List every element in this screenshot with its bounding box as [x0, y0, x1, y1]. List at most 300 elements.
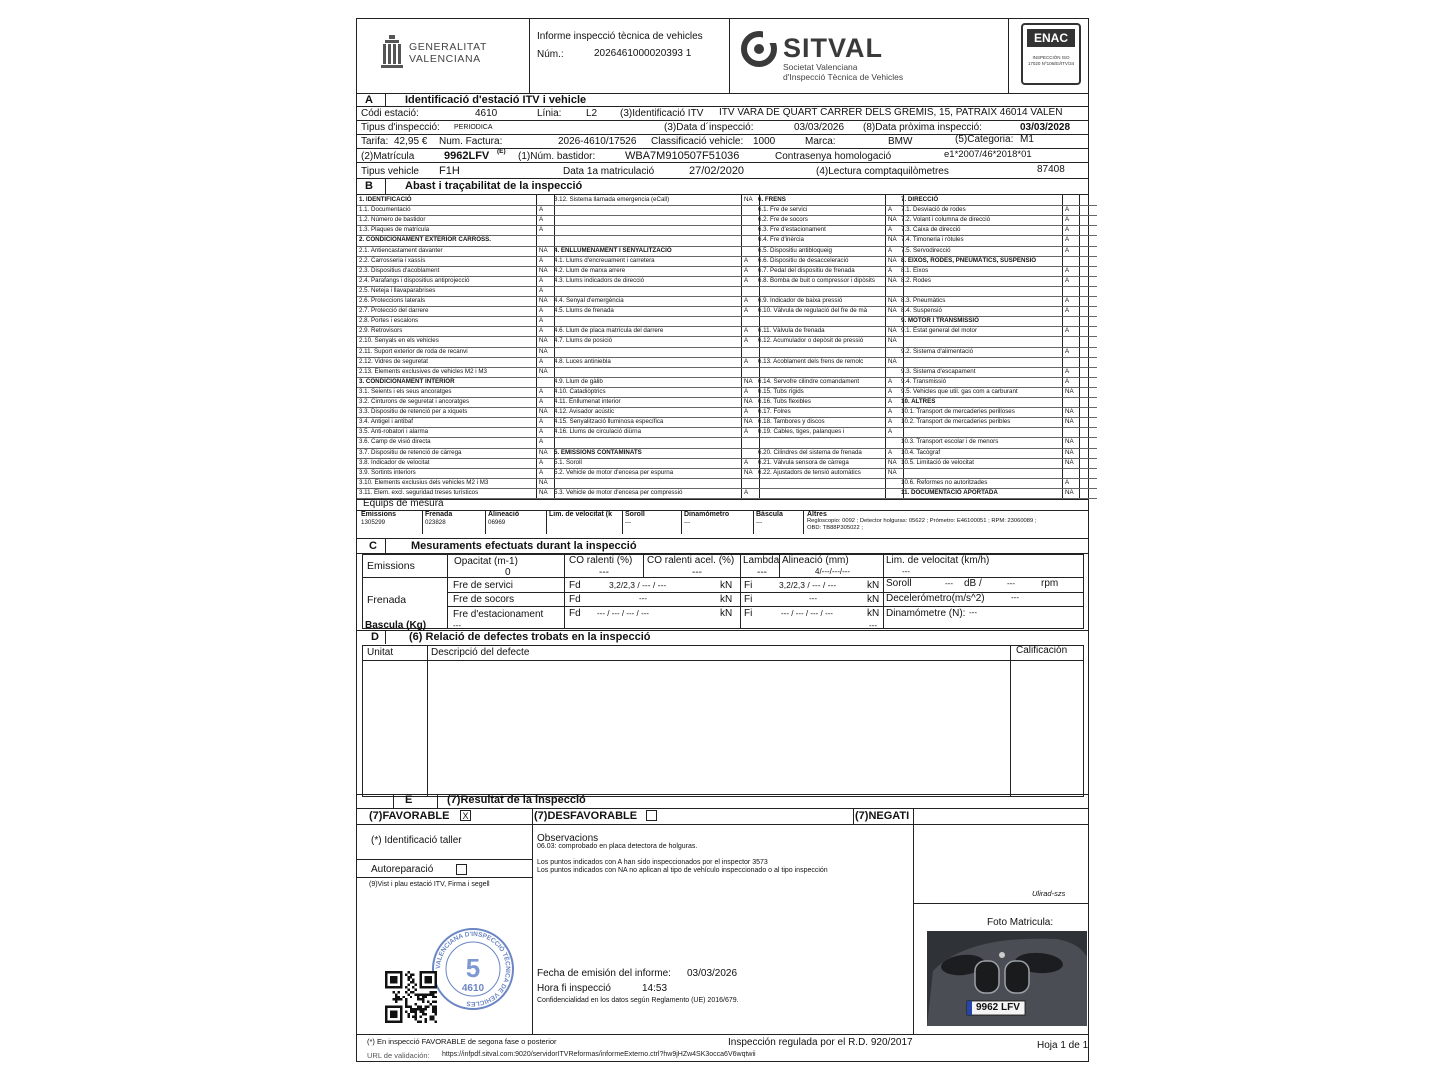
checklist-item-label: 2.13. Elements exclusives de vehicles M2 i M3: [359, 367, 487, 375]
co-acel-value: ---: [692, 567, 702, 578]
checklist-row-line: [756, 367, 921, 368]
section-a-letter: A: [365, 94, 373, 106]
checklist-row-line: [552, 235, 777, 236]
est-fd-label: Fd: [569, 608, 581, 619]
checklist-item-label: 1. IDENTIFICACIÓ: [359, 196, 412, 203]
report-num-value: 2026461000020393 1: [594, 48, 692, 59]
checklist-item-value: A: [744, 357, 749, 365]
equip-divider: [422, 510, 423, 534]
checklist-item-label: 4.2. Llum de marxa arrere: [554, 266, 626, 274]
checklist-item-value: NA: [539, 297, 548, 304]
checklist-item-label: 6.21. Vàlvula sensora de càrrega: [758, 458, 849, 466]
checklist-item-value: A: [744, 337, 749, 345]
decel-value: ---: [1011, 593, 1019, 602]
inspection-report: [356, 18, 1089, 1062]
section-c-letter: C: [369, 540, 377, 552]
equip-name: Lim. de velocitat (k: [549, 511, 613, 518]
checklist-item-value: A: [539, 428, 544, 436]
checklist-item-label: 4.11. Enllumenat interior: [554, 398, 621, 405]
sitval-name: SITVAL: [783, 33, 883, 63]
checklist-item-value: A: [888, 428, 893, 436]
result-desfavorable: (7)DESFAVORABLE: [534, 810, 638, 822]
checklist-item-label: 3.3. Dispositiu de retenció per a xiquets: [359, 408, 468, 416]
checklist-item-label: 2.11. Suport exterior de roda de recanvi: [359, 347, 468, 355]
checklist-item-label: 7.2. Volant i columna de direcció: [901, 216, 991, 224]
observacions-line3: Los puntos indicados con NA no aplican al tipo de vehículo inspeccionado o al tipo inspección: [537, 867, 828, 874]
checklist-item-label: 4.3. Llums indicadors de direcció: [554, 276, 645, 284]
checklist-item-value: A: [744, 297, 749, 304]
checklist-item-label: 2.2. Carrosseria i xassís: [359, 256, 426, 264]
dinam-label: Dinamómetre (N):: [886, 608, 966, 619]
checklist-item-label: 6.16. Tubs flexibles: [758, 398, 811, 405]
checklist-item-value: A: [744, 387, 749, 395]
soc-fi-label: Fi: [744, 594, 753, 605]
checklist-item-label: 4. ENLLUMENAMENT I SENYALITZACIÓ: [554, 246, 672, 254]
checklist-item-label: 11. DOCUMENTACIÓ APORTADA: [901, 488, 998, 496]
classificacio-value: 1000: [753, 136, 776, 147]
data-insp-label: (3)Data d´inspecció:: [664, 122, 754, 133]
checklist-item-value: A: [1065, 297, 1070, 304]
fecha-emision-value: 03/03/2026: [687, 968, 738, 979]
checklist-item-label: 2.10. Senyals en els vehicles: [359, 337, 439, 345]
url-label: URL de validación:: [367, 1051, 430, 1060]
checklist-item-value: NA: [888, 337, 897, 345]
checklist-item-value: NA: [744, 377, 753, 385]
checklist-item-value: NA: [888, 216, 897, 224]
checklist-item-label: 6.9. Indicador de baixa pressió: [758, 297, 843, 304]
checklist-item-value: NA: [1065, 418, 1074, 426]
checklist-item-label: 3.10. Elements exclusius dels vehicles M2 i M3: [359, 478, 489, 486]
checklist-item-value: A: [539, 357, 544, 365]
checklist-item-value: A: [744, 458, 749, 466]
soroll-label: Soroll: [886, 578, 912, 589]
linia-label: Línia:: [537, 108, 562, 119]
checklist-item-value: A: [1065, 246, 1070, 254]
est-fi-unit: kN: [867, 608, 880, 619]
checklist-item-value: NA: [888, 236, 897, 244]
checklist-item-label: 6.2. Fre de socors: [758, 216, 808, 224]
stamp-ring-text: VALENCIANA D'INSPECCIÓ TÈCNICA DE VEHICLES: [434, 930, 512, 1008]
checklist-item-value: A: [744, 256, 749, 264]
checklist-row-line: [552, 316, 777, 317]
checklist-item-value: A: [1065, 236, 1070, 244]
checklist-item-label: 10.1. Transport de mercaderies perilloses: [901, 408, 1015, 416]
checklist-item-label: 9.1. Estat general del motor: [901, 327, 978, 335]
equip-name: Frenada: [425, 511, 453, 518]
checklist-item-label: 3.9. Sortints interiors: [359, 468, 416, 476]
equip-name: Alineació: [488, 511, 520, 518]
equip-divider: [485, 510, 486, 534]
est-fd-unit: kN: [720, 608, 733, 619]
equip-divider: [681, 510, 682, 534]
checklist-item-value: A: [539, 317, 544, 325]
categoria-label: (5)Categoria:: [955, 134, 1014, 145]
equip-name: Soroll: [625, 511, 645, 518]
enac-name: ENAC: [1027, 29, 1075, 47]
checklist-row-line: [552, 367, 777, 368]
checklist-item-value: A: [744, 327, 749, 335]
tipus-vehicle-value: F1H: [439, 165, 460, 177]
serv-fd-value: 3,2/2,3 / --- / ---: [609, 580, 667, 590]
equip-value: ---: [625, 519, 632, 526]
checklist-item-label: 6.11. Vàlvula de frenada: [758, 327, 825, 335]
checklist-row-line: [899, 336, 1097, 337]
co-acel-label: CO ralenti acel. (%): [647, 555, 735, 566]
checklist-item-value: A: [744, 266, 749, 274]
data1a-label: Data 1a matriculació: [563, 166, 655, 177]
bascula-label: Bascula (Kg): [365, 620, 427, 631]
desfavorable-checkbox[interactable]: [646, 810, 657, 821]
serv-fi-label: Fi: [744, 580, 753, 591]
plate-text: 9962 LFV: [976, 1002, 1020, 1013]
checklist-item-value: A: [888, 418, 893, 426]
checklist-item-label: 10.3. Transport escolar i de menors: [901, 438, 999, 446]
bastidor-value: WBA7M910507F51036: [625, 150, 740, 162]
checklist-item-label: 2.8. Portes i escalons: [359, 317, 419, 325]
checklist-item-label: 4.16. Llums de circulació diürna: [554, 428, 642, 436]
inspector-signature: Ulirad-szs: [1032, 889, 1066, 898]
checklist-item-value: A: [888, 408, 893, 416]
data-prox-label: (8)Data pròxima inspecció:: [863, 122, 982, 133]
checklist-item-label: 5.3. Vehicle de motor d'encesa per compressió: [554, 488, 683, 496]
tipus-insp-label: Tipus d'inspecció:: [361, 122, 440, 133]
checklist-item-label: 10. ALTRES: [901, 398, 936, 405]
checklist-item-label: 6. FRENS: [758, 196, 786, 203]
emissions-label: Emissions: [367, 560, 415, 572]
co-ralenti-label: CO ralenti (%): [569, 555, 633, 566]
checklist-item-value: A: [888, 246, 893, 254]
checklist-item-value: A: [1065, 478, 1070, 486]
factura-label: Num. Factura:: [439, 136, 503, 147]
checklist-item-label: 4.12. Avisador acústic: [554, 408, 615, 416]
serv-fd-label: Fd: [569, 580, 581, 591]
equips-row: [357, 510, 1088, 534]
checklist-item-label: 3. CONDICIONAMENT INTERIOR: [359, 377, 455, 385]
checklist-item-label: 6.8. Bomba de buit o compressor i dipòsits: [758, 276, 875, 284]
checklist-item-value: NA: [539, 246, 548, 254]
checklist-item-label: 4.1. Llums d'encreuament i carretera: [554, 256, 655, 264]
checklist-item-label: 6.19. Cables, tiges, palanques i: [758, 428, 845, 436]
checklist-item-label: 10.6. Reformes no autoritzades: [901, 478, 988, 486]
checklist-item-label: 8.3. Pneumàtics: [901, 297, 946, 304]
checklist-item-value: A: [539, 438, 544, 446]
checklist-item-label: 1.1. Documentació: [359, 206, 411, 214]
checklist-item-value: A: [1065, 367, 1070, 375]
checklist-row-line: [899, 427, 1097, 428]
checklist-item-label: 4.4. Senyal d'emergència: [554, 297, 624, 304]
opacitat-value: 0: [505, 567, 511, 578]
section-d-title: (6) Relació de defectes trobats en la inspecció: [409, 631, 651, 643]
checklist-item-value: NA: [539, 488, 548, 496]
checklist-item-label: 6.5. Dispositiu antibloqueig: [758, 246, 832, 254]
section-a-title: Identificació d'estació ITV i vehicle: [405, 94, 587, 106]
hora-fi-value: 14:53: [642, 983, 668, 994]
checklist-item-value: NA: [888, 468, 897, 476]
fre-socors-label: Fre de socors: [453, 594, 515, 605]
checklist-item-value: A: [539, 286, 544, 294]
checklist-item-label: 2.9. Retrovisors: [359, 327, 403, 335]
checklist-item-label: 9.3. Sistema d'escapament: [901, 367, 976, 375]
bascula-value-2: ---: [869, 621, 877, 630]
checklist-item-label: 10.4. Tacògraf: [901, 448, 941, 456]
checklist-item-value: A: [539, 387, 544, 395]
checklist-item-label: 9. MOTOR I TRANSMISSIÓ: [901, 317, 979, 325]
checklist-row-line: [552, 225, 777, 226]
equip-value: 023828: [425, 519, 446, 526]
checklist-item-value: NA: [1065, 458, 1074, 466]
result-negativa: (7)NEGATI: [855, 810, 910, 822]
serv-fi-unit: kN: [867, 580, 880, 591]
checklist-row-line: [552, 437, 777, 438]
checklist-item-value: NA: [744, 468, 753, 476]
report-num-label: Núm.:: [537, 49, 564, 60]
alineacio-label: Alineació (mm): [782, 555, 849, 566]
checklist-row-line: [899, 357, 1097, 358]
defects-col-calificacio: Calificación: [1016, 645, 1068, 656]
data-prox-value: 03/03/2028: [1020, 122, 1071, 133]
alineacio-value: 4/---/---/---: [815, 567, 851, 576]
section-c-title: Mesuraments efectuats durant la inspecció: [411, 540, 637, 552]
matricula-label: (2)Matrícula: [361, 151, 415, 162]
hora-fi-label: Hora fi inspecció: [537, 983, 611, 994]
checklist-item-value: A: [744, 428, 749, 436]
checklist-item-value: A: [888, 226, 893, 234]
km-label: (4)Lectura comptaquilòmetres: [816, 166, 949, 177]
checklist-item-label: 2.6. Proteccions laterals: [359, 297, 426, 304]
equip-name: Dinamómetro: [684, 511, 730, 518]
checklist-item-label: 6.3. Fre d'estacionament: [758, 226, 826, 234]
observacions-line1: 06.03: comprobado en placa detectora de holguras.: [537, 843, 698, 850]
section-b-letter: B: [365, 180, 373, 192]
checklist-item-value: A: [1065, 206, 1070, 214]
matricula-value: 9962LFV: [444, 150, 490, 162]
lambda-value: ---: [757, 567, 767, 578]
checklist-item-label: 5.2. Vehicle de motor d'encesa per espurna: [554, 468, 674, 476]
checklist-item-label: 2.12. Vidres de seguretat: [359, 357, 429, 365]
checklist-item-label: 4.15. Senyalització lluminosa específica: [554, 418, 664, 426]
sitval-sub2: d'Inspecció Tècnica de Vehicles: [783, 72, 904, 82]
autoreparacio-checkbox[interactable]: [456, 864, 467, 875]
soroll-db-value: ---: [945, 579, 953, 588]
codi-estacio-label: Códi estació:: [361, 108, 419, 119]
checklist-row-line: [756, 316, 921, 317]
checklist-item-label: 7.1. Desviació de rodes: [901, 206, 966, 214]
checklist-item-label: 6.22. Ajustadors de tensió automàtics: [758, 468, 861, 476]
checklist-item-label: 2.7. Protecció del darrere: [359, 307, 429, 315]
bascula-value: ---: [453, 621, 461, 630]
checklist-item-label: 6.14. Servofre cilindre comandament: [758, 377, 860, 385]
section-b-title: Abast i traçabilitat de la inspecció: [405, 180, 583, 192]
checklist-item-value: A: [888, 387, 893, 395]
visto-label: (9)Vist i plau estació ITV, Firma i segell: [369, 881, 490, 888]
confidencialidad-note: Confidencialidad en los datos según Reglamento (UE) 2016/679.: [537, 997, 739, 1004]
checklist-item-label: 6.13. Acoblament dels frens de remolc: [758, 357, 864, 365]
soc-fi-value: ---: [809, 594, 817, 603]
checklist-row-line: [756, 437, 921, 438]
page-number: Hoja 1 de 1: [1037, 1040, 1089, 1051]
stamp-number: 5: [465, 953, 481, 983]
checklist-item-value: NA: [744, 196, 753, 203]
checklist-item-label: 3.12. Sistema llamada emergencia (eCall): [554, 196, 670, 203]
checklist-item-value: A: [539, 256, 544, 264]
equip-value: ---: [756, 519, 763, 526]
checklist-item-label: 6.4. Fre d'inèrcia: [758, 236, 804, 244]
observacions-line2: Los puntos indicados con A han sido inspeccionados por el inspector 3573: [537, 859, 768, 866]
checklist-item-value: A: [1065, 216, 1070, 224]
checklist-item-value: NA: [744, 398, 753, 405]
equip-name: Emissions: [361, 511, 397, 518]
checklist-item-value: A: [888, 377, 893, 385]
generalitat-line2: VALENCIANA: [409, 53, 481, 65]
checklist-item-value: A: [539, 468, 544, 476]
marca-value: BMW: [888, 136, 913, 147]
checklist-item-value: A: [888, 448, 893, 456]
checklist-item-value: A: [888, 206, 893, 214]
checklist-item-value: A: [1065, 276, 1070, 284]
stamp-code: 4610: [461, 983, 485, 994]
checklist-item-value: A: [1065, 347, 1070, 355]
checklist-item-value: A: [744, 408, 749, 416]
checklist-item-value: A: [744, 488, 749, 496]
co-ralenti-value: ---: [599, 567, 609, 578]
checklist-item-value: A: [888, 398, 893, 405]
enac-logo: [1021, 23, 1081, 85]
lambda-label: Lambda: [743, 555, 780, 566]
result-favorable: (7)FAVORABLE: [369, 810, 450, 822]
autoreparacio-label: Autoreparació: [371, 864, 434, 875]
matricula-sup: (E): [497, 148, 506, 155]
checklist-item-label: 4.5. Llums de frenada: [554, 307, 614, 315]
checklist-item-value: NA: [888, 256, 897, 264]
data-insp-value: 03/03/2026: [794, 122, 845, 133]
checklist-item-label: 3.8. Indicador de velocitat: [359, 458, 430, 466]
favorable-checkbox[interactable]: X: [460, 810, 471, 821]
checklist-item-label: 2.5. Neteja i llavaparabrises: [359, 286, 436, 294]
generalitat-line1: GENERALITAT: [409, 41, 487, 53]
checklist-item-value: NA: [1065, 408, 1074, 416]
checklist-item-label: 8.4. Suspensió: [901, 307, 942, 315]
checklist-item-label: 9.5. Vehicles que util. gas com a carburant: [901, 387, 1018, 395]
checklist-item-label: 4.7. Llums de posició: [554, 337, 613, 345]
equip-divider: [546, 510, 547, 534]
checklist-item-label: 2.4. Parafangs i dispositius antiprojecció: [359, 276, 470, 284]
checklist-item-value: A: [1065, 307, 1070, 315]
checklist-row-line: [756, 347, 921, 348]
itv-stamp: [429, 925, 517, 1013]
checklist-item-value: A: [1065, 327, 1070, 335]
checklist-item-label: 3.11. Elem. excl. seguridad treses turísticos: [359, 488, 479, 496]
checklist-item-value: A: [1065, 226, 1070, 234]
checklist-row-line: [756, 478, 921, 479]
decel-label: Decelerómetro(m/s^2): [886, 593, 985, 604]
sitval-mark-icon: [741, 31, 777, 67]
checklist-item-value: NA: [1065, 448, 1074, 456]
footer-nota: (*) En inspecció FAVORABLE de segona fase o posterior: [367, 1037, 557, 1046]
tipus-insp-value: PERIODICA: [454, 124, 493, 131]
dinam-value: ---: [969, 608, 977, 617]
checklist-item-label: 7.3. Caixa de direcció: [901, 226, 961, 234]
taller-label: (*) Identificació taller: [371, 835, 462, 846]
equip-value: 06969: [488, 519, 506, 526]
checklist-item-label: 6.20. Cilindres del sistema de frenada: [758, 448, 862, 456]
fecha-emision-label: Fecha de emisión del informe:: [537, 968, 671, 979]
ident-itv-value: ITV VARA DE QUART CARRER DELS GREMIS, 15, PATRAIX 46014 VALEN: [719, 107, 1063, 118]
checklist-row-line: [756, 286, 921, 287]
defects-col-unitat: Unitat: [367, 647, 394, 658]
checklist-item-label: 2. CONDICIONAMENT EXTERIOR CARROSS.: [359, 236, 492, 244]
validation-qr-code: [385, 971, 437, 1023]
equip-divider: [803, 510, 804, 534]
checklist-item-label: 4.10. Catadiòptrics: [554, 387, 606, 395]
license-plate-photo: [927, 931, 1087, 1026]
checklist-item-value: NA: [888, 276, 897, 284]
sitval-sub1: Societat Valenciana: [783, 62, 858, 72]
fre-servici-label: Fre de servici: [453, 580, 514, 591]
section-d-letter: D: [371, 631, 379, 643]
checklist-row-line: [552, 347, 777, 348]
checklist-item-value: A: [539, 216, 544, 224]
checklist-item-value: NA: [888, 327, 897, 335]
linia-value: L2: [586, 108, 598, 119]
soc-fd-unit: kN: [720, 594, 733, 605]
soroll-rpm-value: ---: [1007, 579, 1015, 588]
frenada-label: Frenada: [367, 594, 407, 606]
checklist-item-label: 6.17. Folres: [758, 408, 791, 416]
checklist-item-value: NA: [744, 418, 753, 426]
est-fd-value: --- / --- / --- / ---: [597, 609, 649, 618]
checklist-item-value: NA: [539, 347, 548, 355]
est-fi-value: --- / --- / --- / ---: [781, 609, 833, 618]
foto-matricula-label: Foto Matricula:: [987, 917, 1054, 928]
bastidor-label: (1)Núm. bastidor:: [518, 151, 596, 162]
checklist-item-label: 3.7. Dispositiu de retenció de càrrega: [359, 448, 462, 456]
soroll-rpm-unit: rpm: [1041, 578, 1059, 589]
checklist-item-value: NA: [539, 408, 548, 416]
checklist-row-line: [756, 488, 921, 489]
validation-url[interactable]: https://infpdf.sitval.com:9020/servidorITVReformas/informeExterno.ctrl?hw9jHZw4SK3occa6V6wqtwii: [442, 1051, 756, 1058]
opacitat-label: Opacitat (m-1): [454, 556, 518, 567]
checklist-item-value: NA: [539, 478, 548, 486]
checklist-item-value: NA: [1065, 387, 1074, 395]
checklist-item-label: 10.5. Limitació de velocitat: [901, 458, 974, 466]
checklist-item-label: 4.8. Luces antiniebla: [554, 357, 611, 365]
fre-estac-label: Fre d'estacionament: [453, 609, 544, 620]
section-e-letter: E: [405, 794, 413, 806]
checklist-item-label: 3.4. Antigel i antibaf: [359, 418, 414, 426]
equip-value: ---: [684, 519, 691, 526]
checklist-item-label: 4.6. Llum de placa matrícula del darrere: [554, 327, 664, 335]
checklist-item-label: 3.5. Anti-robatori i alarma: [359, 428, 429, 436]
tarifa-label: Tarifa:: [361, 136, 389, 147]
checklist-item-value: A: [539, 327, 544, 335]
soroll-db-unit: dB /: [964, 578, 982, 589]
classificacio-label: Classificació vehicle:: [651, 136, 744, 147]
checklist-item-value: NA: [888, 307, 897, 315]
report-title: Informe inspecció tècnica de vehicles: [537, 31, 703, 42]
checklist-item-value: NA: [539, 337, 548, 345]
checklist-item-label: 10.2. Transport de mercaderies peribles: [901, 418, 1011, 426]
checklist-item-value: A: [539, 458, 544, 466]
checklist-item-value: A: [539, 206, 544, 214]
ident-itv-label: (3)Identificació ITV: [620, 108, 704, 119]
equip-name: Báscula: [756, 511, 783, 518]
checklist-item-label: 8.1. Eixos: [901, 266, 929, 274]
sitval-logo: [741, 29, 931, 84]
checklist-row-line: [552, 215, 777, 216]
checklist-item-label: 1.2. Número de bastidor: [359, 216, 426, 224]
equip-divider: [753, 510, 754, 534]
checklist-item-label: 7. DIRECCIÓ: [901, 196, 939, 203]
